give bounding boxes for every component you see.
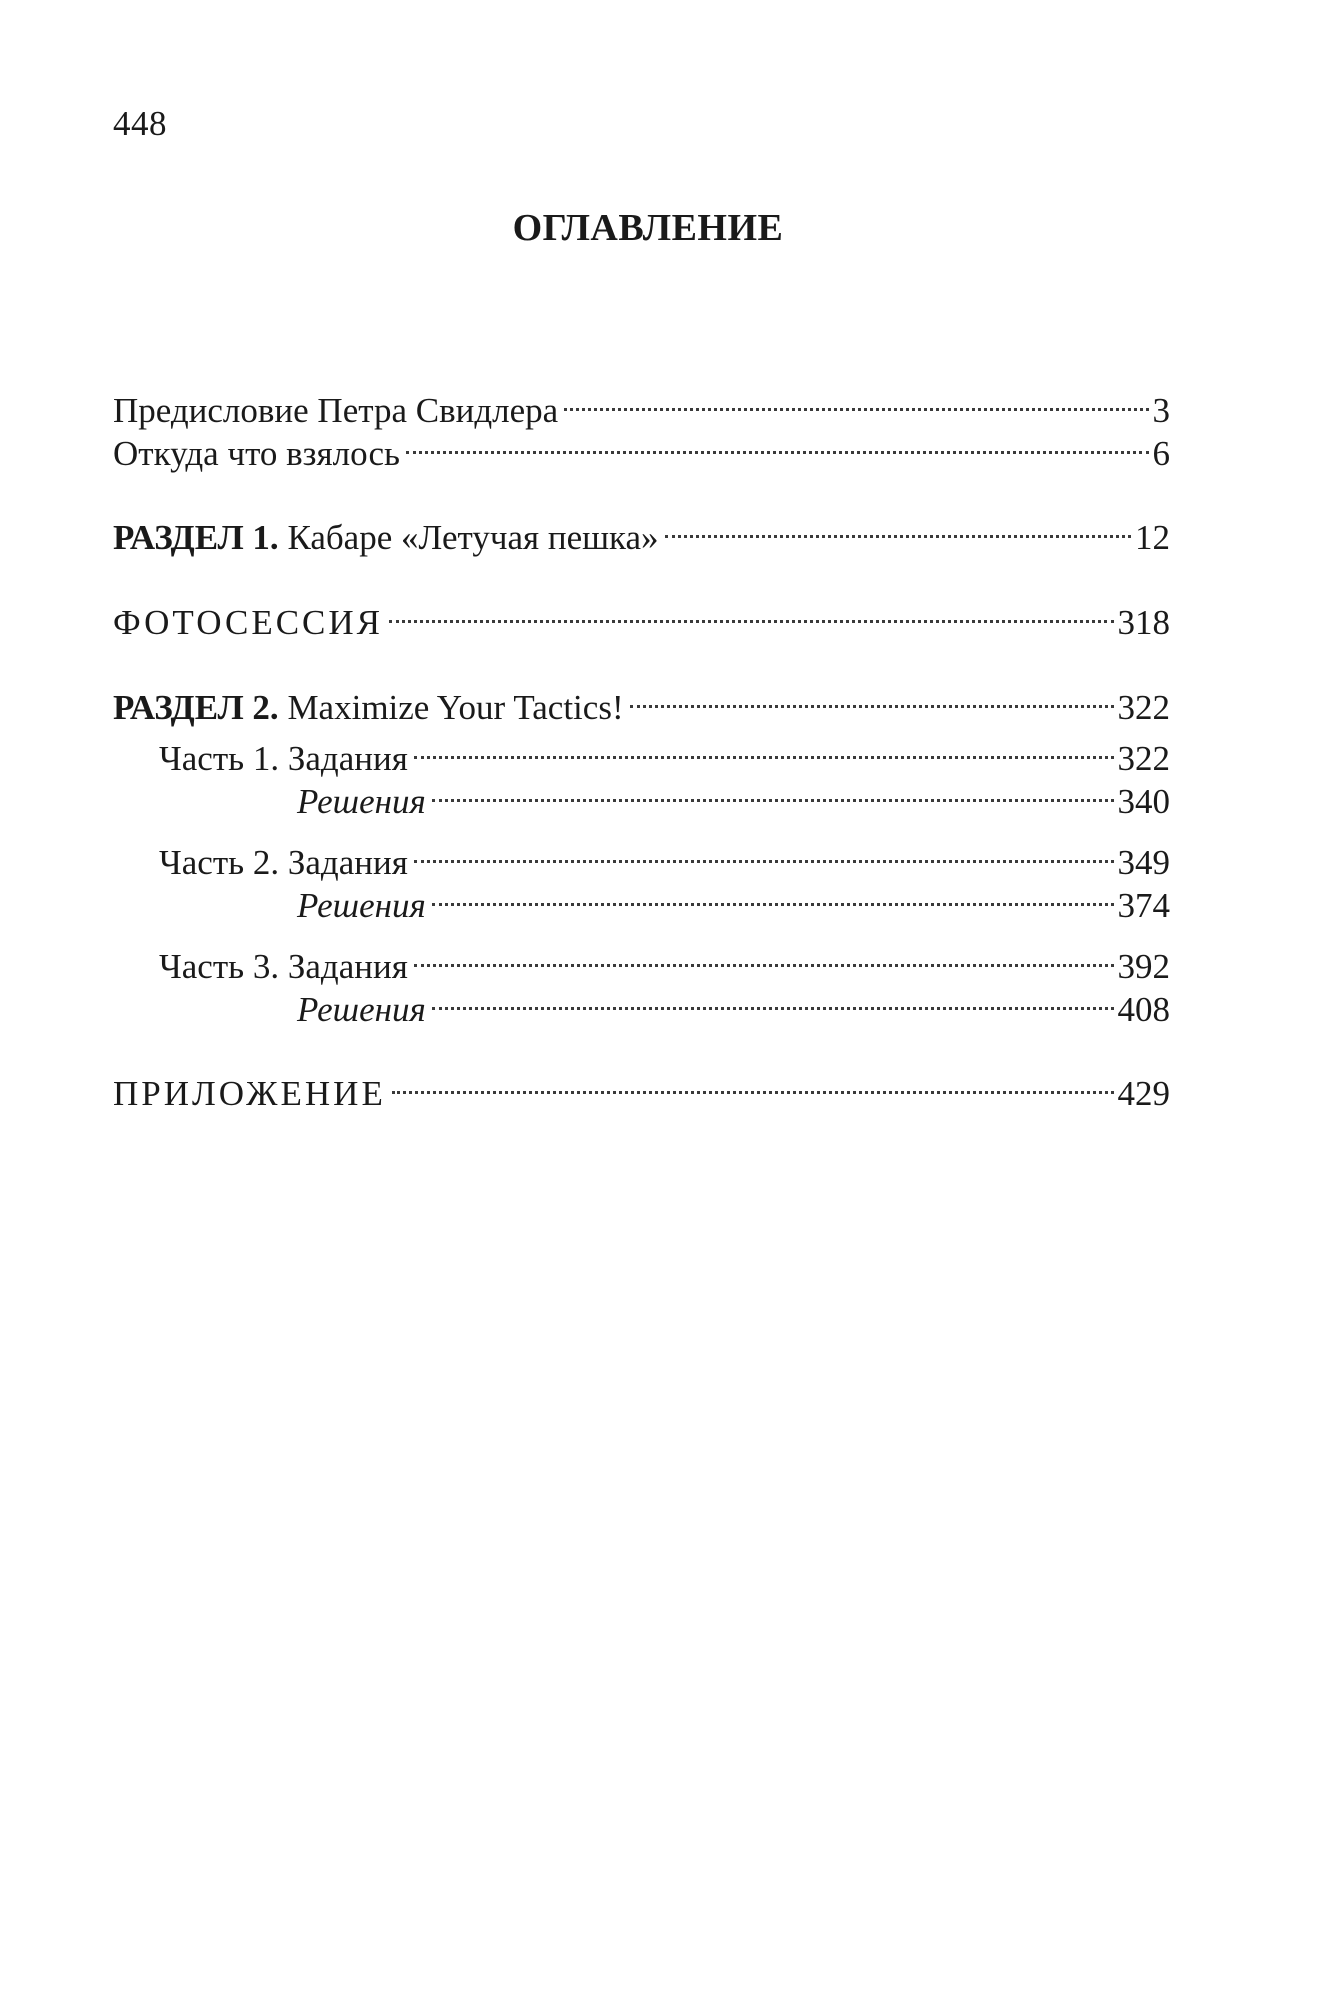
toc-entry-part-1-solutions[interactable] xyxy=(297,769,1170,824)
page-number: 448 xyxy=(113,104,167,143)
dot-leader xyxy=(414,726,1114,770)
toc-entry-section-1[interactable] xyxy=(113,505,1170,560)
dot-leader xyxy=(406,421,1149,465)
toc-entry-page: 429 xyxy=(1117,1074,1170,1113)
dot-leader xyxy=(564,378,1148,422)
toc-entry-label: Часть 1. Задания xyxy=(159,739,408,778)
toc-entry-label: ФОТОСЕССИЯ xyxy=(113,603,384,642)
toc-entry-page: 322 xyxy=(1117,688,1170,727)
section-number: РАЗДЕЛ 2. xyxy=(113,688,279,727)
toc-entry-origins[interactable] xyxy=(113,421,1170,476)
dot-leader xyxy=(389,590,1113,634)
toc-entry-label: Часть 2. Задания xyxy=(159,843,408,882)
toc-entry-page: 318 xyxy=(1117,603,1170,642)
toc-entry-page: 340 xyxy=(1117,782,1170,821)
toc-entry-label: РАЗДЕЛ 2. Maximize Your Tactics! xyxy=(113,688,624,727)
toc-entry-page: 6 xyxy=(1152,434,1170,473)
toc-entry-page: 349 xyxy=(1117,843,1170,882)
toc-entry-label: ПРИЛОЖЕНИЕ xyxy=(113,1074,386,1113)
toc-entry-label: Решения xyxy=(297,886,426,925)
toc-entry-page: 408 xyxy=(1117,990,1170,1029)
dot-leader xyxy=(432,977,1114,1021)
toc-entry-page: 392 xyxy=(1117,947,1170,986)
dot-leader xyxy=(665,505,1131,549)
toc-entry-label: Предисловие Петра Свидлера xyxy=(113,391,559,430)
toc-entry-label: Решения xyxy=(297,782,426,821)
dot-leader xyxy=(392,1061,1114,1105)
toc-entry-part-2-solutions[interactable] xyxy=(297,873,1170,928)
dot-leader xyxy=(432,769,1114,813)
toc-entry-label: Решения xyxy=(297,990,426,1029)
section-number: РАЗДЕЛ 1. xyxy=(113,518,279,557)
toc-entry-label: Часть 3. Задания xyxy=(159,947,408,986)
toc-entry-label: Откуда что взялось xyxy=(113,434,400,473)
toc-entry-page: 374 xyxy=(1117,886,1170,925)
toc-entry-section-2[interactable] xyxy=(113,675,1170,730)
dot-leader xyxy=(414,830,1114,874)
toc-entry-appendix[interactable] xyxy=(113,1061,1170,1116)
page-title: ОГЛАВЛЕНИЕ xyxy=(512,207,784,249)
toc-entry-photosession[interactable] xyxy=(113,590,1170,645)
dot-leader xyxy=(432,873,1114,917)
toc-entry-page: 322 xyxy=(1117,739,1170,778)
toc-entry-part-3-solutions[interactable] xyxy=(297,977,1170,1032)
dot-leader xyxy=(630,675,1114,719)
dot-leader xyxy=(414,934,1114,978)
toc-entry-label: РАЗДЕЛ 1. Кабаре «Летучая пешка» xyxy=(113,518,659,557)
toc-entry-page: 3 xyxy=(1152,391,1170,430)
toc-entry-page: 12 xyxy=(1135,518,1170,557)
